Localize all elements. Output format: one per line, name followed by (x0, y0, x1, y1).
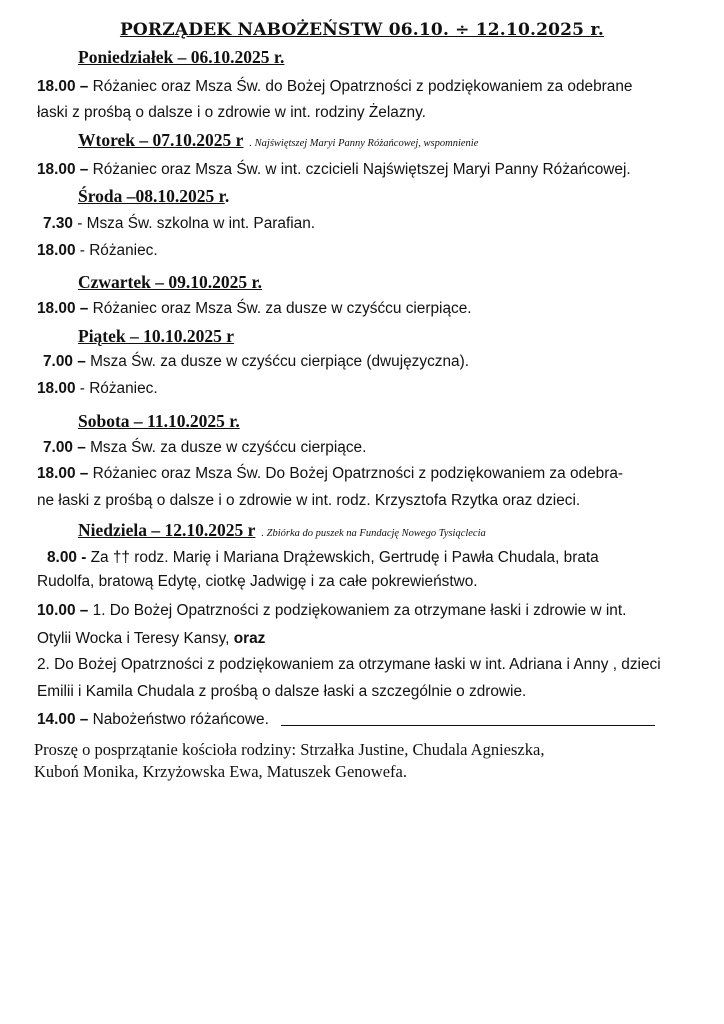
signature-rule (281, 725, 655, 726)
entry-line: łaski z prośbą o dalsze i o zdrowie w int. rodziny Żelazny. (37, 104, 426, 121)
entry-line: 18.00 – Różaniec oraz Msza Św. w int. czcicieli Najświętszej Maryi Panny Różańcowej. (37, 161, 631, 178)
entry-line: 7.00 – Msza Św. za dusze w czyśćcu cierpiące. (43, 439, 367, 456)
entry-line: 18.00 – Różaniec oraz Msza Św. za dusze w czyśćcu cierpiące. (37, 300, 472, 317)
entry-line: 18.00 - Różaniec. (37, 380, 158, 397)
day-heading-friday: Piątek – 10.10.2025 r (78, 326, 235, 346)
entry-line: 2. Do Bożej Opatrzności z podziękowaniem za otrzymane łaski w int. Adriana i Anny , dzieci (37, 656, 661, 673)
entry-line: 14.00 – Nabożeństwo różańcowe. (37, 711, 655, 729)
entry-line: Rudolfa, bratową Edytę, ciotkę Jadwigę i za całe pokrewieństwo. (37, 573, 478, 590)
entry-line: 18.00 – Różaniec oraz Msza Św. do Bożej Opatrzności z podziękowaniem za odebrane (37, 78, 633, 95)
entry-line: ne łaski z prośbą o dalsze i o zdrowie w int. rodz. Krzysztofa Rzytka oraz dzieci. (37, 492, 581, 509)
cleaning-note: Proszę o posprzątanie kościoła rodziny: Strzałka Justine, Chudala Agnieszka, (34, 740, 545, 759)
entry-line: 8.00 - Za †† rodz. Marię i Mariana Drążewskich, Gertrudę i Pawła Chudala, brata (47, 549, 599, 566)
day-heading-saturday: Sobota – 11.10.2025 r. (78, 411, 240, 431)
entry-line: 18.00 - Różaniec. (37, 242, 158, 259)
entry-line: 7.30 - Msza Św. szkolna w int. Parafian. (43, 215, 316, 232)
day-heading-thursday: Czwartek – 09.10.2025 r. (78, 272, 263, 292)
entry-line: Otylii Wocka i Teresy Kansy, oraz (37, 630, 266, 647)
entry-line: 7.00 – Msza Św. za dusze w czyśćcu cierpiące (dwujęzyczna). (43, 353, 469, 370)
day-heading-sunday: Niedziela – 12.10.2025 r . Zbiórka do puszek na Fundację Nowego Tysiąclecia (78, 520, 486, 540)
day-heading-wednesday: Środa –08.10.2025 r. (78, 186, 230, 206)
entry-line: 18.00 – Różaniec oraz Msza Św. Do Bożej Opatrzności z podziękowaniem za odebra- (37, 465, 624, 482)
page-title: PORZĄDEK NABOŻEŃSTW 06.10. ÷ 12.10.2025 r. (119, 20, 605, 40)
day-heading-monday: Poniedziałek – 06.10.2025 r. (78, 47, 285, 67)
cleaning-note: Kuboń Monika, Krzyżowska Ewa, Matuszek Genowefa. (34, 762, 407, 781)
entry-line: 10.00 – 1. Do Bożej Opatrzności z podziękowaniem za otrzymane łaski i zdrowie w int. (37, 602, 627, 619)
entry-line: Emilii i Kamila Chudala z prośbą o dalsze łaski a szczególnie o zdrowie. (37, 683, 527, 700)
day-heading-tuesday: Wtorek – 07.10.2025 r . Najświętszej Maryi Panny Różańcowej, wspomnienie (78, 130, 479, 150)
